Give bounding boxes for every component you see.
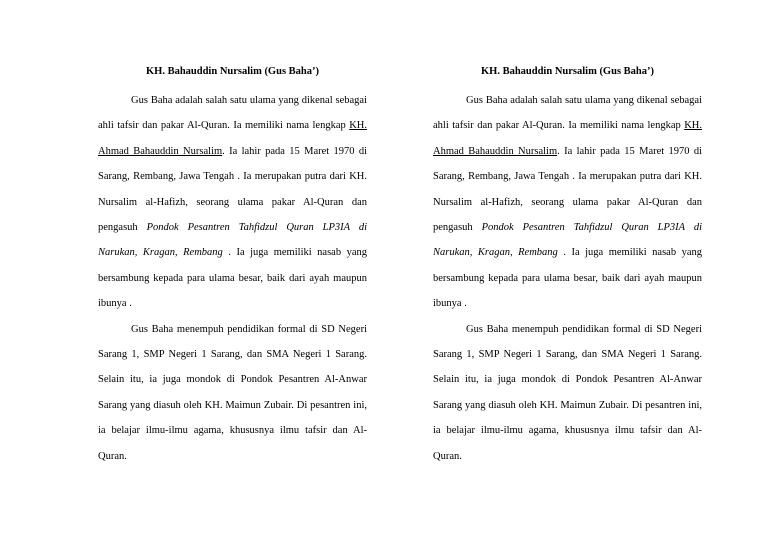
paragraph-1-text-c: . Ia juga memiliki nasab yang bersambung kepada para ulama besar, baik dari ayah maupun ibunya . [433,247,703,310]
paragraph-2: Gus Baha menempuh pendidikan formal di SD Negeri Sarang 1, SMP Negeri 1 Sarang, dan SMA Negeri 1 Sarang. Selain itu, ia juga mondok di Pondok Pesantren Al-Anwar Sarang yang diasuh oleh KH. Maimun Zubair. Di pesantren ini, ia belajar ilmu-ilmu agama, khususnya ilmu tafsir dan Al-Quran. [433,323,702,462]
paragraph-1 [433,88,702,317]
left-column [98,63,367,469]
paragraph-1 [98,88,367,317]
paragraph-2: Gus Baha menempuh pendidikan formal di SD Negeri Sarang 1, SMP Negeri 1 Sarang, dan SMA Negeri 1 Sarang. Selain itu, ia juga mondok di Pondok Pesantren Al-Anwar Sarang yang diasuh oleh KH. Maimun Zubair. Di pesantren ini, ia belajar ilmu-ilmu agama, khususnya ilmu tafsir dan Al-Quran. [98,323,367,462]
pesantren-name: Pondok Pesantren Tahfidzul Quran LP3IA di Narukan, Kragan, Rembang [98,222,367,259]
paragraph-1-text-a: Gus Baha adalah salah satu ulama yang dikenal sebagai ahli tafsir dan pakar Al-Quran. Ia memiliki nama lengkap [98,95,367,132]
name-link[interactable]: KH. Ahmad Bahauddin Nursalim [98,120,367,157]
right-column [433,63,702,469]
paragraph-1-text-b: . Ia lahir pada 15 Maret 1970 di Sarang, Rembang, Jawa Tengah . Ia merupakan putra dari KH. Nursalim al-Hafizh, seorang ulama pakar Al-Quran dan pengasuh [433,145,702,234]
name-link[interactable]: KH. Ahmad Bahauddin Nursalim [433,120,702,157]
pesantren-name: Pondok Pesantren Tahfidzul Quran LP3IA di Narukan, Kragan, Rembang [433,222,702,259]
paragraph-1-text-b: . Ia lahir pada 15 Maret 1970 di Sarang, Rembang, Jawa Tengah . Ia merupakan putra dari KH. Nursalim al-Hafizh, seorang ulama pakar Al-Quran dan pengasuh [98,145,367,234]
article-title: KH. Bahauddin Nursalim (Gus Baha’) [480,66,654,77]
paragraph-1-text-c: . Ia juga memiliki nasab yang bersambung kepada para ulama besar, baik dari ayah maupun ibunya . [98,247,368,310]
article-title: KH. Bahauddin Nursalim (Gus Baha’) [145,66,319,77]
paragraph-1-text-a: Gus Baha adalah salah satu ulama yang dikenal sebagai ahli tafsir dan pakar Al-Quran. Ia memiliki nama lengkap [433,95,702,132]
